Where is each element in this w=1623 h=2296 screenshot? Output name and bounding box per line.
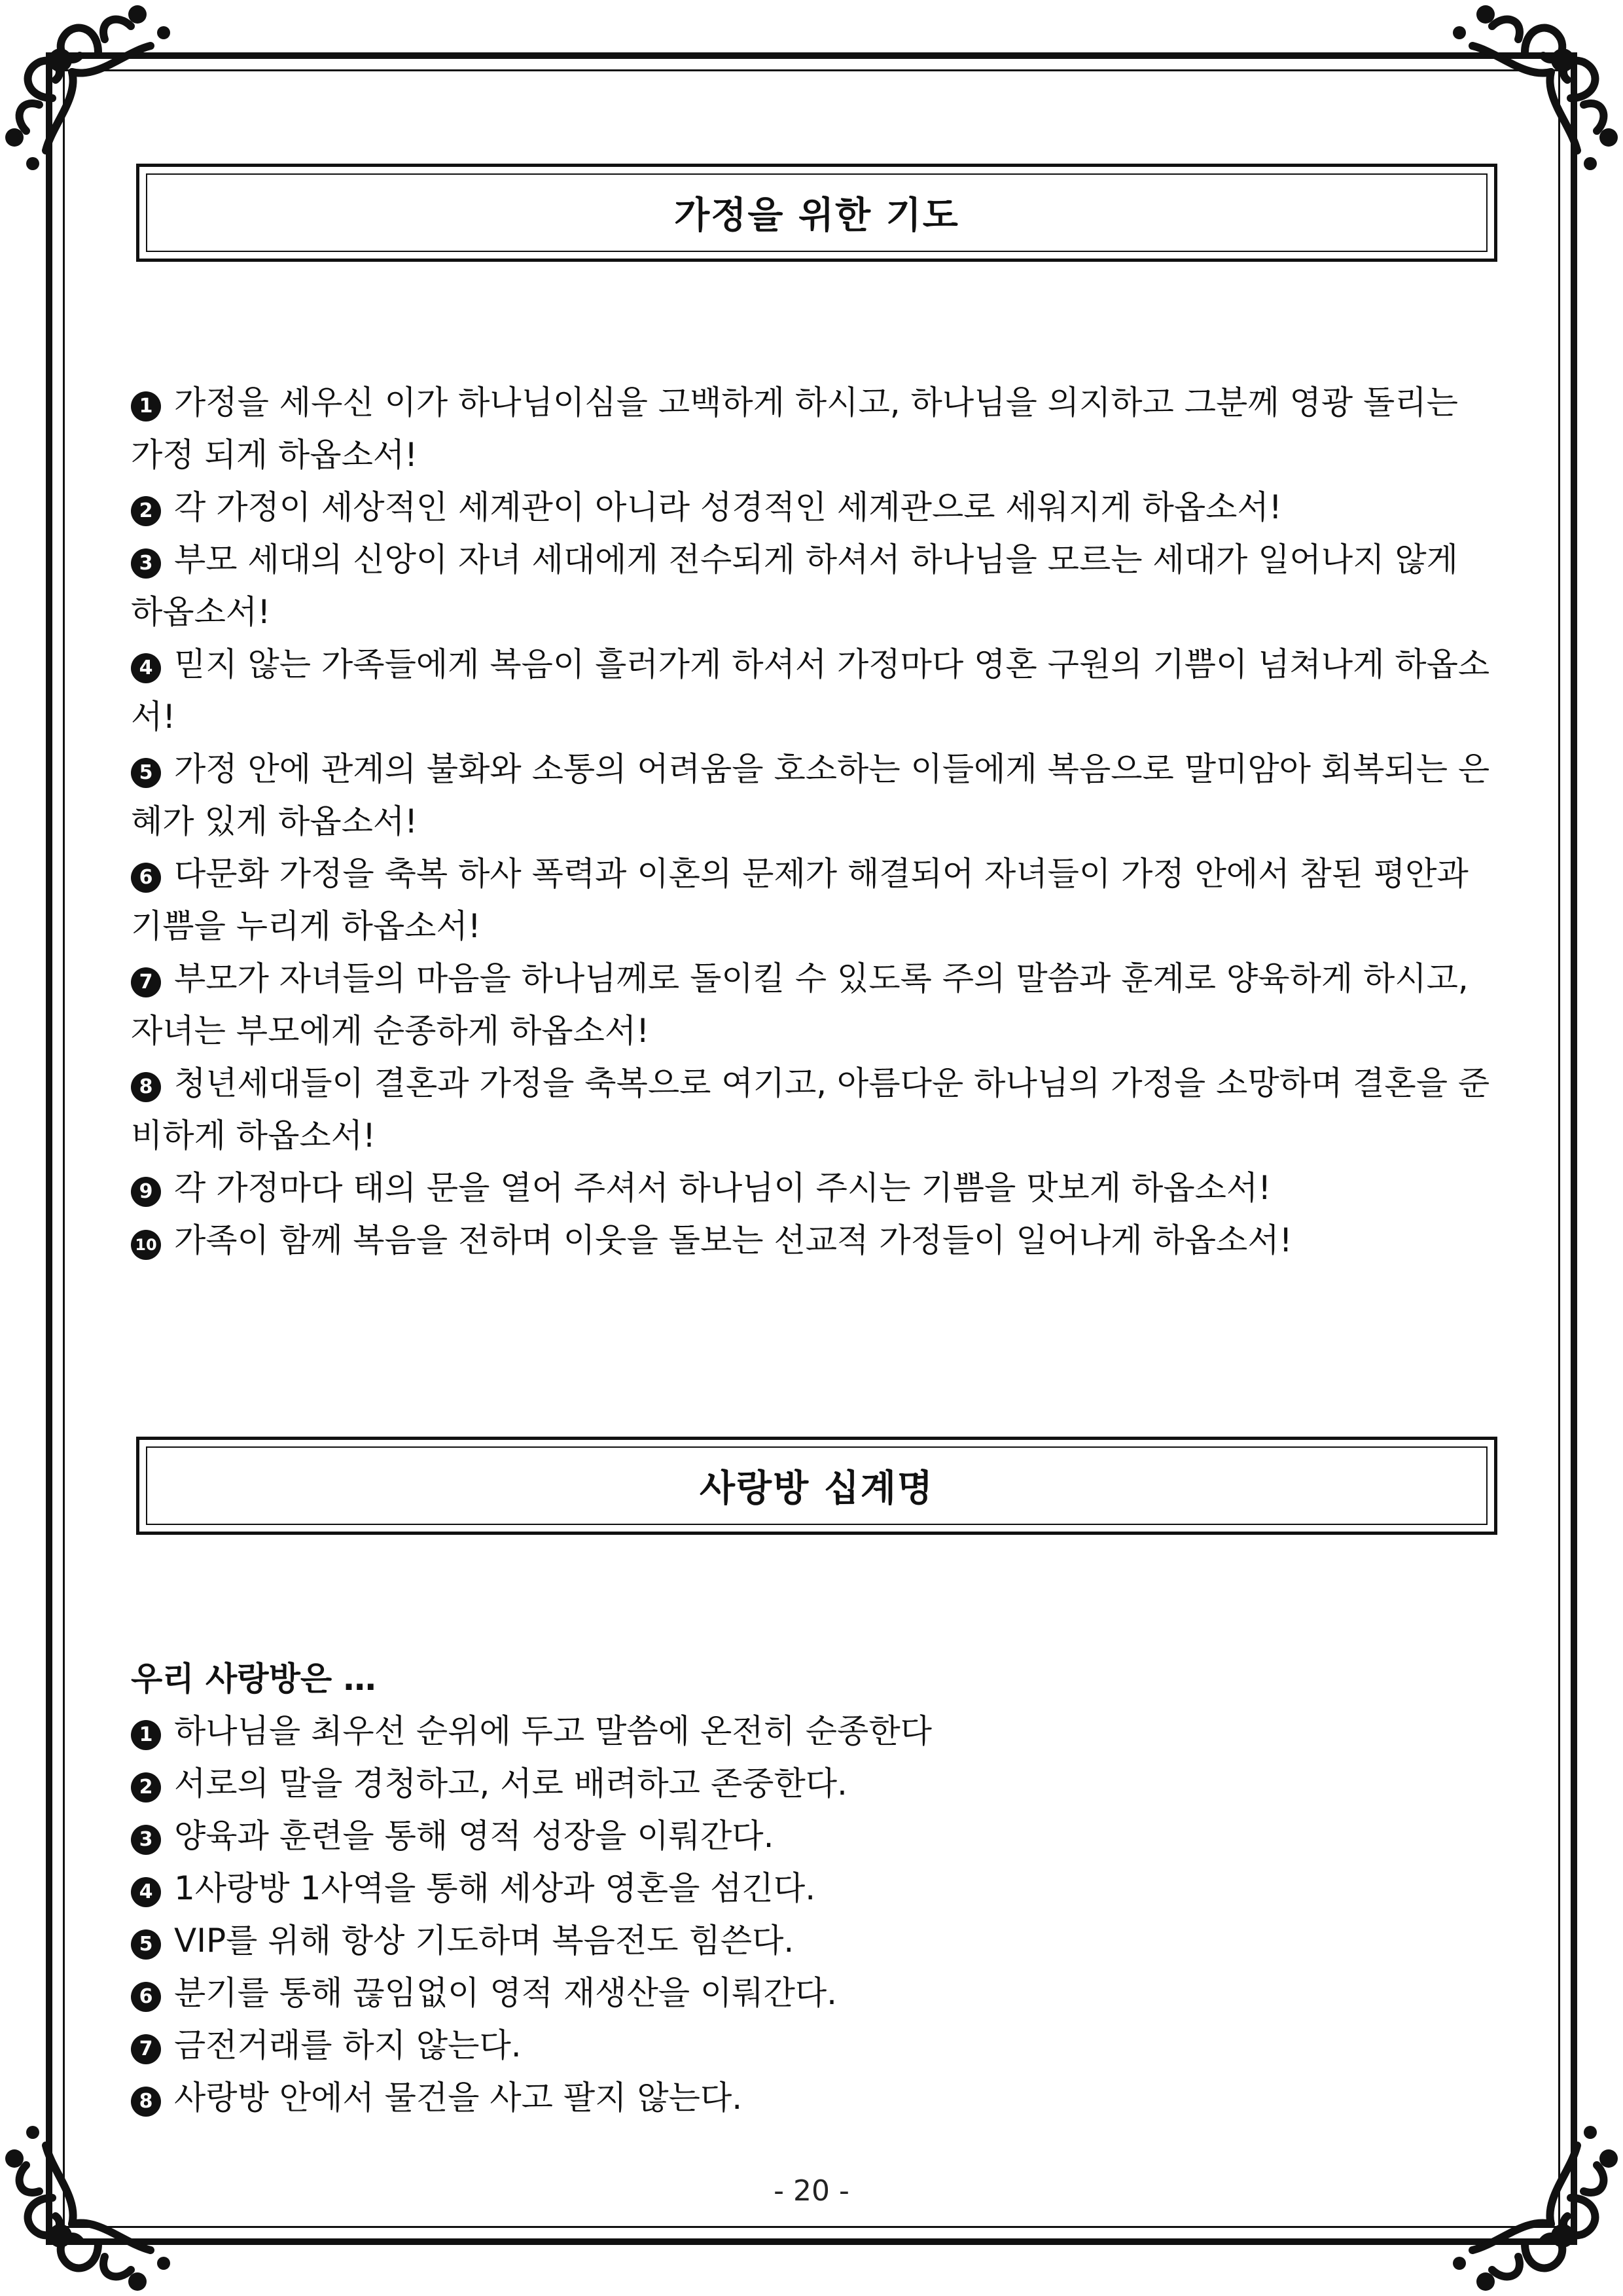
item-number-badge: 1 bbox=[131, 1720, 161, 1750]
item-number-badge: 2 bbox=[131, 496, 161, 526]
list-item bbox=[131, 481, 1499, 533]
item-text: 가정을 세우신 이가 하나님이심을 고백하게 하시고, 하나님을 의지하고 그분께 영광 돌리는 가정 되게 하옵소서! bbox=[131, 384, 1458, 474]
item-text: 부모 세대의 신앙이 자녀 세대에게 전수되게 하셔서 하나님을 모르는 세대가 일어나지 않게 하옵소서! bbox=[131, 541, 1458, 631]
item-number-badge: 2 bbox=[131, 1772, 161, 1803]
item-number-badge: 6 bbox=[131, 863, 161, 893]
item-text: 분기를 통해 끊임없이 영적 재생산을 이뤄간다. bbox=[174, 1974, 838, 2012]
item-text: 각 가정이 세상적인 세계관이 아니라 성경적인 세계관으로 세워지게 하옵소서! bbox=[174, 488, 1282, 526]
list-item bbox=[131, 1810, 1499, 1862]
list-item bbox=[131, 1705, 1499, 1757]
item-number-badge: 7 bbox=[131, 2034, 161, 2064]
list-item bbox=[131, 1214, 1499, 1266]
list-item bbox=[131, 952, 1499, 1057]
list-item bbox=[131, 638, 1499, 743]
item-number-badge: 1 bbox=[131, 391, 161, 422]
prayer-list bbox=[131, 376, 1499, 1266]
page-number: - 20 - bbox=[774, 2174, 849, 2208]
item-number-badge: 3 bbox=[131, 1825, 161, 1855]
list-item bbox=[131, 1057, 1499, 1162]
item-text: 가정 안에 관계의 불화와 소통의 어려움을 호소하는 이들에게 복음으로 말미암아 회복되는 은혜가 있게 하옵소서! bbox=[131, 750, 1490, 840]
list-item bbox=[131, 1162, 1499, 1214]
item-text: 하나님을 최우선 순위에 두고 말씀에 온전히 순종한다 bbox=[174, 1712, 932, 1750]
list-item bbox=[131, 1757, 1499, 1810]
item-number-badge: 8 bbox=[131, 2087, 161, 2117]
section-title-inner bbox=[146, 1446, 1488, 1525]
item-text: 금전거래를 하지 않는다. bbox=[174, 2026, 522, 2064]
item-text: 부모가 자녀들의 마음을 하나님께로 돌이킬 수 있도록 주의 말씀과 훈계로 양육하게 하시고, 자녀는 부모에게 순종하게 하옵소서! bbox=[131, 960, 1469, 1050]
list-item bbox=[131, 1862, 1499, 1914]
item-text: 청년세대들이 결혼과 가정을 축복으로 여기고, 아름다운 하나님의 가정을 소망하며 결혼을 준비하게 하옵소서! bbox=[131, 1064, 1490, 1155]
item-number-badge: 5 bbox=[131, 758, 161, 788]
list-item bbox=[131, 848, 1499, 952]
item-text: 서로의 말을 경청하고, 서로 배려하고 존중한다. bbox=[174, 1765, 847, 1803]
commandments-list bbox=[131, 1653, 1499, 2124]
item-number-badge: 7 bbox=[131, 967, 161, 997]
item-text: 믿지 않는 가족들에게 복음이 흘러가게 하셔서 가정마다 영혼 구원의 기쁨이 넘쳐나게 하옵소서! bbox=[131, 645, 1490, 736]
section-title-inner bbox=[146, 173, 1488, 252]
item-text: 다문화 가정을 축복 하사 폭력과 이혼의 문제가 해결되어 자녀들이 가정 안에서 참된 평안과 기쁨을 누리게 하옵소서! bbox=[131, 855, 1469, 945]
section-title: 가정을 위한 기도 bbox=[674, 194, 959, 237]
item-number-badge: 5 bbox=[131, 1929, 161, 1960]
item-number-badge: 3 bbox=[131, 548, 161, 579]
item-number-badge: 4 bbox=[131, 1877, 161, 1907]
section-title-box bbox=[136, 164, 1497, 262]
list-item bbox=[131, 376, 1499, 481]
item-text: 가족이 함께 복음을 전하며 이웃을 돌보는 선교적 가정들이 일어나게 하옵소서! bbox=[174, 1221, 1293, 1259]
list-item bbox=[131, 533, 1499, 638]
item-number-badge: 9 bbox=[131, 1177, 161, 1207]
item-text: 사랑방 안에서 물건을 사고 팔지 않는다. bbox=[174, 2079, 743, 2117]
item-number-badge: 8 bbox=[131, 1072, 161, 1102]
list-item bbox=[131, 2072, 1499, 2124]
item-text: 각 가정마다 태의 문을 열어 주셔서 하나님이 주시는 기쁨을 맛보게 하옵소서! bbox=[174, 1169, 1272, 1207]
list-item bbox=[131, 1967, 1499, 2019]
item-number-badge: 6 bbox=[131, 1982, 161, 2012]
item-number-badge: 4 bbox=[131, 653, 161, 683]
list-intro: 우리 사랑방은 … bbox=[131, 1660, 376, 1698]
item-text: VIP를 위해 항상 기도하며 복음전도 힘쓴다. bbox=[174, 1922, 794, 1960]
list-item bbox=[131, 2019, 1499, 2072]
section-title: 사랑방 십계명 bbox=[699, 1467, 935, 1510]
list-item bbox=[131, 1914, 1499, 1967]
item-text: 양육과 훈련을 통해 영적 성장을 이뤄간다. bbox=[174, 1817, 774, 1855]
item-number-badge: 10 bbox=[131, 1230, 161, 1260]
section-title-box bbox=[136, 1437, 1497, 1535]
list-item bbox=[131, 743, 1499, 848]
item-text: 1사랑방 1사역을 통해 세상과 영혼을 섬긴다. bbox=[174, 1869, 816, 1907]
